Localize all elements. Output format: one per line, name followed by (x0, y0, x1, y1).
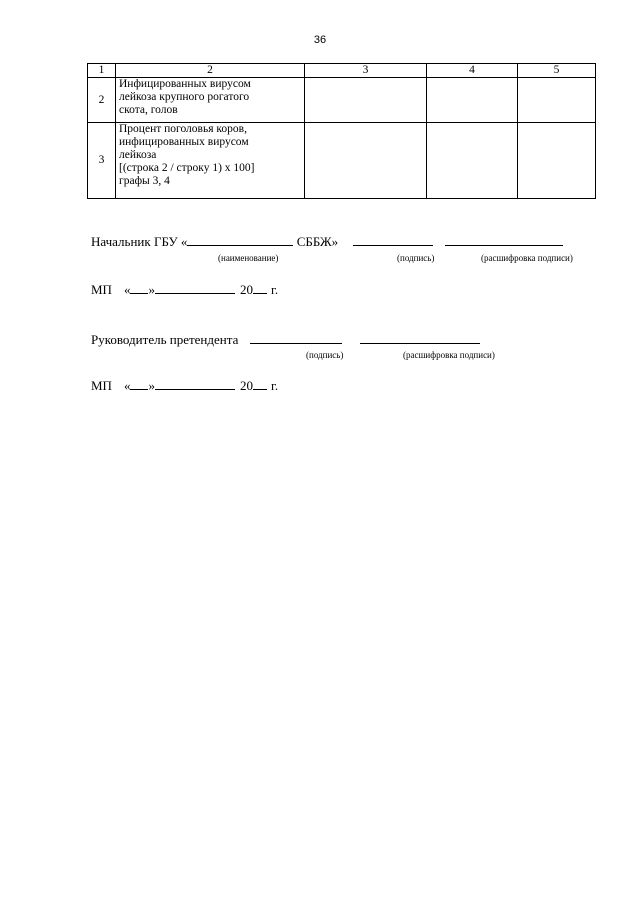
data-table (87, 63, 596, 199)
table-cell[interactable] (518, 78, 596, 123)
page-number: 36 (313, 34, 327, 46)
quote-open: « (123, 282, 131, 297)
table-cell[interactable] (305, 78, 427, 123)
caption-decoding: (расшифровка подписи) (403, 350, 495, 360)
month-field[interactable] (155, 292, 235, 294)
head-title-prefix: Начальник ГБУ « (91, 234, 188, 249)
table-cell[interactable] (427, 78, 518, 123)
day-field[interactable] (130, 388, 148, 390)
applicant-decoding-field[interactable] (360, 342, 480, 344)
year-field[interactable] (253, 388, 267, 390)
row-number: 3 (88, 123, 116, 199)
row-label-line: лейкоза крупного рогатого (119, 91, 250, 103)
year-suffix: г. (270, 282, 279, 297)
table-header-row (88, 64, 596, 78)
column-header: 5 (518, 64, 596, 78)
row-label-line: графы 3, 4 (119, 175, 170, 187)
row-number: 2 (88, 78, 116, 123)
table-row (88, 123, 596, 199)
row-label-line: Процент поголовья коров, (119, 123, 247, 135)
stamp-label: МП (91, 378, 112, 393)
stamp-label: МП (91, 282, 112, 297)
row-label (116, 78, 305, 123)
year-field[interactable] (253, 292, 267, 294)
row-label-line: скота, голов (119, 104, 178, 116)
row-label-line: лейкоза (119, 149, 157, 161)
column-header: 3 (305, 64, 427, 78)
year-suffix: г. (270, 378, 279, 393)
signature-decoding-field[interactable] (445, 244, 563, 246)
applicant-title: Руководитель претендента (91, 332, 239, 347)
year-prefix: 20 (239, 378, 253, 393)
table-cell[interactable] (518, 123, 596, 199)
table-row (88, 78, 596, 123)
quote-close: » (148, 282, 155, 297)
institution-name-field[interactable] (187, 244, 293, 246)
quote-close: » (148, 378, 155, 393)
table-cell[interactable] (305, 123, 427, 199)
column-header: 1 (88, 64, 116, 78)
caption-decoding: (расшифровка подписи) (481, 253, 573, 263)
table-cell[interactable] (427, 123, 518, 199)
row-label (116, 123, 305, 199)
column-header: 2 (116, 64, 305, 78)
date-line (91, 282, 278, 298)
applicant-signature-line (91, 332, 480, 348)
row-label-line: Инфицированных вирусом (119, 78, 251, 90)
caption-signature: (подпись) (397, 253, 435, 263)
head-title-suffix: СББЖ» (293, 234, 339, 249)
caption-signature: (подпись) (306, 350, 344, 360)
applicant-signature-field[interactable] (250, 342, 342, 344)
signature-field[interactable] (353, 244, 433, 246)
caption-name: (наименование) (218, 253, 279, 263)
quote-open: « (123, 378, 131, 393)
month-field[interactable] (155, 388, 235, 390)
row-label-line: инфицированных вирусом (119, 136, 249, 148)
head-signature-line (91, 234, 563, 250)
row-label-line: [(строка 2 / строку 1) x 100] (119, 162, 255, 174)
year-prefix: 20 (239, 282, 253, 297)
column-header: 4 (427, 64, 518, 78)
day-field[interactable] (130, 292, 148, 294)
date-line (91, 378, 278, 394)
